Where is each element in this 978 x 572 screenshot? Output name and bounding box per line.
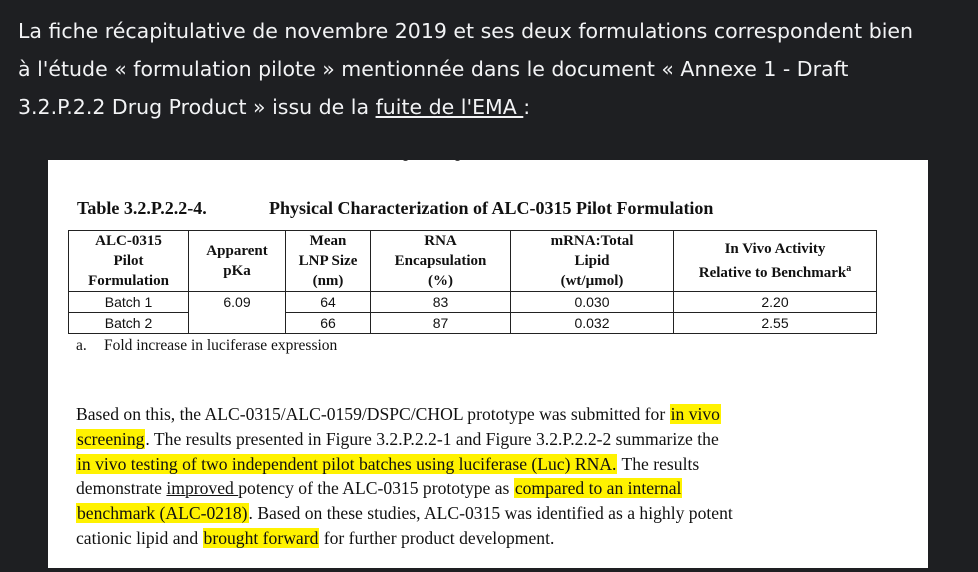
- characterization-table: [68, 230, 877, 334]
- paragraph-line: Based on this, the ALC-0315/ALC-0159/DSPC/CHOL prototype was submitted for in vivo: [76, 404, 720, 424]
- highlight: brought forward: [203, 527, 319, 548]
- table-footnote: [76, 337, 337, 355]
- cell-lnp-size: 66: [286, 313, 371, 334]
- header-footnote-marker: a: [846, 263, 852, 274]
- scan-artifact: [403, 160, 463, 164]
- highlight: benchmark (ALC-0218): [77, 503, 248, 524]
- cell-pka: 6.09: [189, 292, 286, 334]
- paragraph-line: screening. The results presented in Figure 3.2.P.2.2-1 and Figure 3.2.P.2.2-2 summarize the: [77, 428, 719, 449]
- footnote-letter: a.: [76, 337, 87, 354]
- header-lnp-size: Mean LNP Size (nm): [286, 231, 371, 292]
- underlined-text: improved: [166, 478, 239, 499]
- cell-encapsulation: 83: [371, 292, 511, 313]
- message-line-3-end: :: [523, 95, 531, 119]
- message-text: [18, 12, 958, 126]
- highlighted-paragraph: [76, 402, 896, 551]
- table-row: [69, 292, 877, 313]
- highlight: in vivo testing of two independent pilot batches using luciferase (Luc) RNA.: [77, 453, 617, 474]
- message-line-1: La fiche récapitulative de novembre 2019 et ses deux formulations correspondent bien: [18, 19, 914, 43]
- cell-mrna-lipid: 0.032: [511, 313, 674, 334]
- header-pka: Apparent pKa: [189, 231, 286, 292]
- document-screenshot[interactable]: [48, 160, 928, 568]
- header-formulation: ALC-0315 Pilot Formulation: [69, 231, 189, 292]
- table-caption: [77, 198, 713, 219]
- paragraph-line: benchmark (ALC-0218). Based on these studies, ALC-0315 was identified as a highly potent: [77, 503, 733, 524]
- paragraph-line: cationic lipid and brought forward for further product development.: [76, 527, 555, 548]
- footnote-text: Fold increase in luciferase expression: [104, 337, 338, 354]
- ema-leak-link[interactable]: fuite de l'EMA: [375, 95, 524, 119]
- cell-lnp-size: 64: [286, 292, 371, 313]
- message-line-3-start: 3.2.P.2.2 Drug Product » issu de la: [18, 95, 376, 119]
- message-line-3: [18, 88, 958, 126]
- cell-encapsulation: 87: [371, 313, 511, 334]
- highlight: compared to an internal: [514, 478, 682, 499]
- header-mrna-lipid: mRNA:Total Lipid (wt/µmol): [511, 231, 674, 292]
- cell-in-vivo-activity: 2.20: [674, 292, 877, 313]
- table-header-row: [69, 231, 877, 292]
- highlight: screening: [77, 428, 145, 449]
- table-title: Physical Characterization of ALC-0315 Pilot Formulation: [269, 198, 714, 218]
- table-number: Table 3.2.P.2.2-4.: [77, 198, 207, 218]
- highlight: in vivo: [670, 404, 720, 424]
- cell-mrna-lipid: 0.030: [511, 292, 674, 313]
- cell-formulation: Batch 2: [69, 313, 189, 334]
- cell-formulation: Batch 1: [69, 292, 189, 313]
- paragraph-line: in vivo testing of two independent pilot batches using luciferase (Luc) RNA. The results: [77, 453, 700, 474]
- cell-in-vivo-activity: 2.55: [674, 313, 877, 334]
- header-encapsulation: RNA Encapsulation (%): [371, 231, 511, 292]
- header-in-vivo-activity: In Vivo Activity Relative to Benchmark$^a$: [674, 231, 877, 292]
- paragraph-line: demonstrate improved potency of the ALC-0315 prototype as compared to an internal: [76, 478, 682, 499]
- message-line-2: à l'étude « formulation pilote » mentionnée dans le document « Annexe 1 - Draft: [18, 57, 849, 81]
